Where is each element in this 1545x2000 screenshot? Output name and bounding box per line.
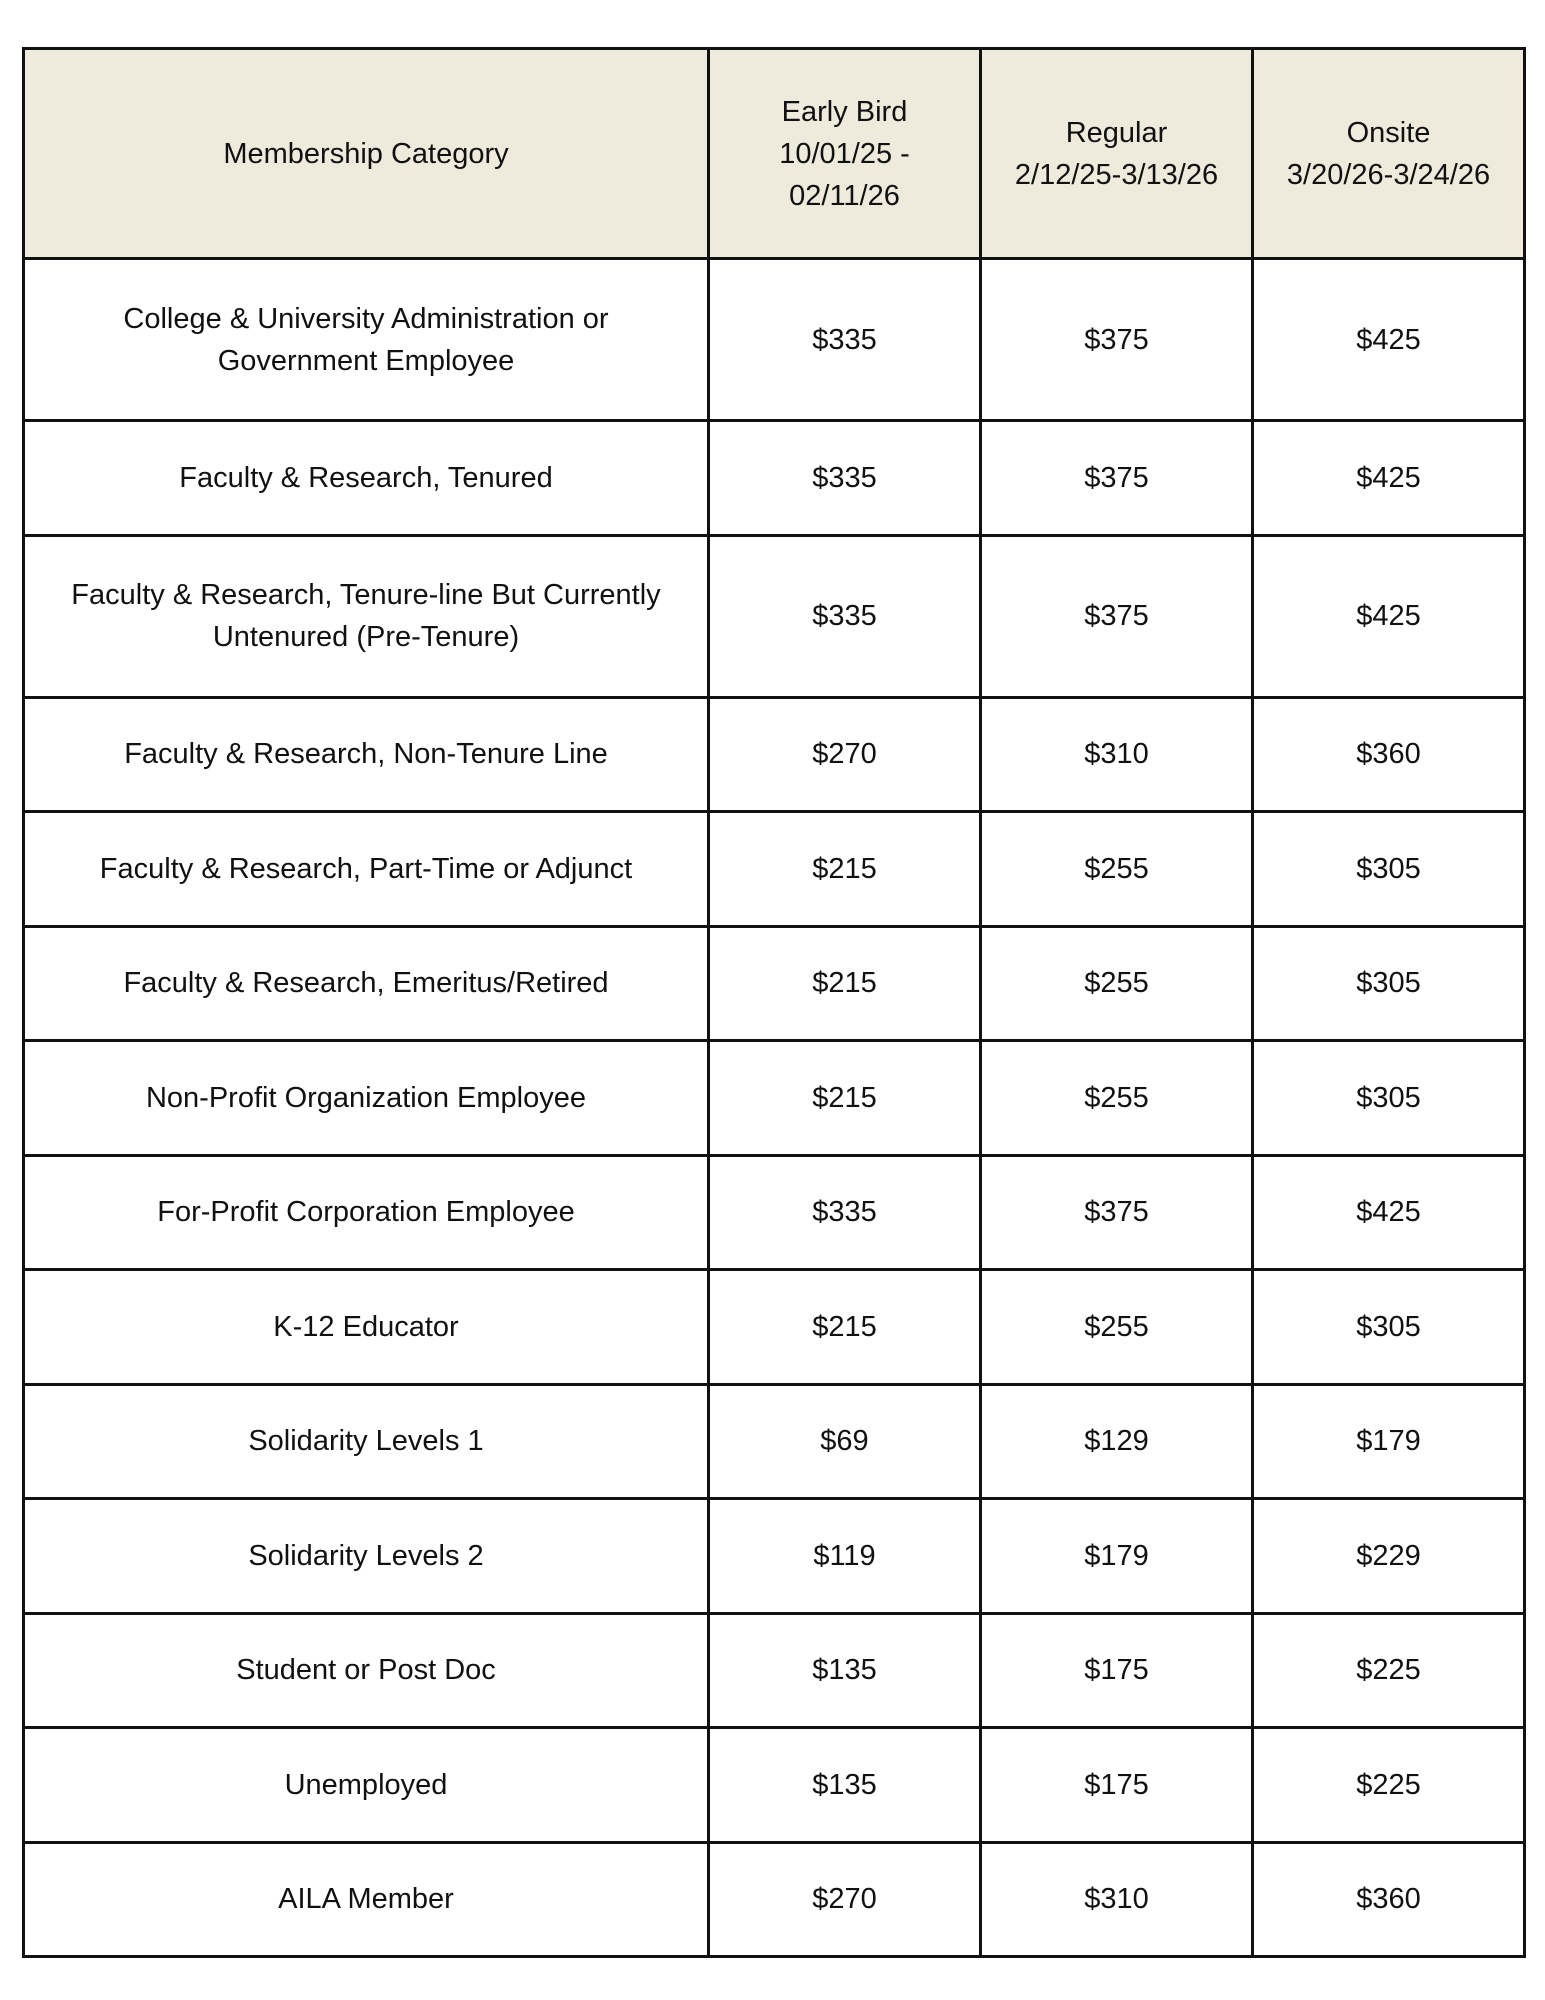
onsite-price: $425 bbox=[1253, 421, 1525, 536]
onsite-price: $425 bbox=[1253, 535, 1525, 697]
category-cell: Faculty & Research, Non-Tenure Line bbox=[24, 697, 709, 812]
category-cell: K-12 Educator bbox=[24, 1270, 709, 1385]
category-cell: Faculty & Research, Part-Time or Adjunct bbox=[24, 812, 709, 927]
category-cell: Unemployed bbox=[24, 1728, 709, 1843]
early-bird-price: $335 bbox=[709, 259, 981, 421]
regular-price: $255 bbox=[981, 1270, 1253, 1385]
onsite-price: $305 bbox=[1253, 1041, 1525, 1156]
regular-price: $255 bbox=[981, 1041, 1253, 1156]
table-row bbox=[24, 812, 1525, 927]
table-body bbox=[24, 259, 1525, 1957]
category-line: Government Employee bbox=[217, 344, 515, 377]
table-row bbox=[24, 1842, 1525, 1957]
header-early-bird-dates-start: 10/01/25 - bbox=[779, 137, 910, 170]
onsite-price: $229 bbox=[1253, 1499, 1525, 1614]
early-bird-price: $135 bbox=[709, 1613, 981, 1728]
regular-price: $375 bbox=[981, 259, 1253, 421]
onsite-price: $425 bbox=[1253, 259, 1525, 421]
regular-price: $375 bbox=[981, 1155, 1253, 1270]
membership-pricing-table bbox=[22, 47, 1526, 1958]
header-regular-label: Regular bbox=[1065, 116, 1168, 149]
header-onsite-dates: 3/20/26-3/24/26 bbox=[1286, 158, 1491, 191]
onsite-price: $305 bbox=[1253, 812, 1525, 927]
table-header bbox=[24, 49, 1525, 259]
regular-price: $375 bbox=[981, 535, 1253, 697]
table-row bbox=[24, 259, 1525, 421]
early-bird-price: $215 bbox=[709, 926, 981, 1041]
early-bird-price: $69 bbox=[709, 1384, 981, 1499]
regular-price: $179 bbox=[981, 1499, 1253, 1614]
table-row bbox=[24, 1270, 1525, 1385]
table-row bbox=[24, 1728, 1525, 1843]
early-bird-price: $135 bbox=[709, 1728, 981, 1843]
category-cell: AILA Member bbox=[24, 1842, 709, 1957]
early-bird-price: $215 bbox=[709, 1270, 981, 1385]
category-line: College & University Administration or bbox=[123, 302, 609, 335]
regular-price: $375 bbox=[981, 421, 1253, 536]
category-cell: Solidarity Levels 1 bbox=[24, 1384, 709, 1499]
category-cell: Faculty & Research, Tenured bbox=[24, 421, 709, 536]
early-bird-price: $119 bbox=[709, 1499, 981, 1614]
table-row bbox=[24, 926, 1525, 1041]
category-cell: For-Profit Corporation Employee bbox=[24, 1155, 709, 1270]
table-row bbox=[24, 697, 1525, 812]
table-row bbox=[24, 535, 1525, 697]
table-row bbox=[24, 421, 1525, 536]
early-bird-price: $270 bbox=[709, 1842, 981, 1957]
onsite-price: $425 bbox=[1253, 1155, 1525, 1270]
category-cell: Student or Post Doc bbox=[24, 1613, 709, 1728]
early-bird-price: $215 bbox=[709, 812, 981, 927]
regular-price: $255 bbox=[981, 926, 1253, 1041]
table-row bbox=[24, 1613, 1525, 1728]
regular-price: $175 bbox=[981, 1728, 1253, 1843]
onsite-price: $305 bbox=[1253, 926, 1525, 1041]
header-early-bird bbox=[709, 49, 981, 259]
table-row bbox=[24, 1499, 1525, 1614]
early-bird-price: $335 bbox=[709, 535, 981, 697]
onsite-price: $305 bbox=[1253, 1270, 1525, 1385]
table-row bbox=[24, 1155, 1525, 1270]
header-onsite-label: Onsite bbox=[1346, 116, 1431, 149]
early-bird-price: $215 bbox=[709, 1041, 981, 1156]
header-row bbox=[24, 49, 1525, 259]
category-cell: Faculty & Research, Emeritus/Retired bbox=[24, 926, 709, 1041]
category-cell: Solidarity Levels 2 bbox=[24, 1499, 709, 1614]
regular-price: $255 bbox=[981, 812, 1253, 927]
header-regular bbox=[981, 49, 1253, 259]
regular-price: $310 bbox=[981, 1842, 1253, 1957]
category-line: Untenured (Pre-Tenure) bbox=[212, 621, 520, 653]
onsite-price: $179 bbox=[1253, 1384, 1525, 1499]
onsite-price: $360 bbox=[1253, 697, 1525, 812]
table-row bbox=[24, 1384, 1525, 1499]
category-line: Faculty & Research, Tenure-line But Currently bbox=[71, 579, 661, 611]
regular-price: $129 bbox=[981, 1384, 1253, 1499]
early-bird-price: $270 bbox=[709, 697, 981, 812]
regular-price: $310 bbox=[981, 697, 1253, 812]
early-bird-price: $335 bbox=[709, 1155, 981, 1270]
early-bird-price: $335 bbox=[709, 421, 981, 536]
header-membership-category: Membership Category bbox=[24, 49, 709, 259]
category-cell bbox=[24, 535, 709, 697]
header-early-bird-dates-end: 02/11/26 bbox=[789, 179, 900, 212]
onsite-price: $225 bbox=[1253, 1728, 1525, 1843]
onsite-price: $360 bbox=[1253, 1842, 1525, 1957]
header-onsite bbox=[1253, 49, 1525, 259]
category-cell: Non-Profit Organization Employee bbox=[24, 1041, 709, 1156]
header-early-bird-label: Early Bird bbox=[781, 95, 908, 128]
header-regular-dates: 2/12/25-3/13/26 bbox=[1014, 158, 1219, 191]
onsite-price: $225 bbox=[1253, 1613, 1525, 1728]
table-row bbox=[24, 1041, 1525, 1156]
category-cell bbox=[24, 259, 709, 421]
regular-price: $175 bbox=[981, 1613, 1253, 1728]
